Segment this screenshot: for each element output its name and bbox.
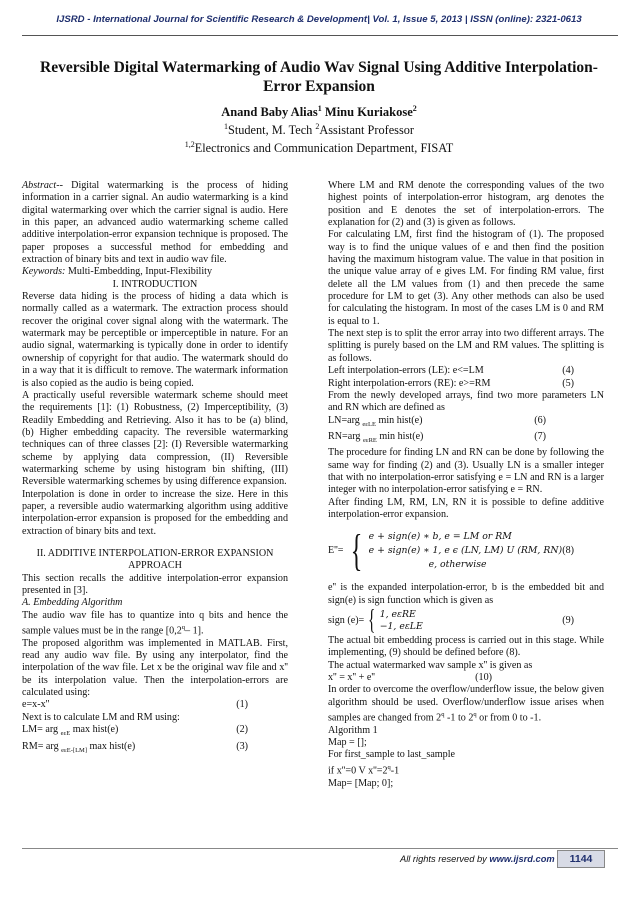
embed-para-1 <box>22 610 288 638</box>
right-para-6: After finding LM, RM, LN, RN it is possible to define additive interpolation-error expansion. <box>328 496 604 520</box>
affiliation-dept <box>0 140 638 156</box>
aff2-dept: Electronics and Communication Department, FISAT <box>194 141 454 156</box>
p10-a: In order to overcome the overflow/underflow issue, the below given algorithm should be used. Overflow/underflow issue arises when samples are changed from 2 <box>328 684 604 724</box>
algorithm-title: Algorithm 1 <box>328 724 378 736</box>
aff2-sup: 1,2 <box>184 140 195 149</box>
eq1-body: e=x-x'' <box>22 699 50 711</box>
eq9-case-2: −1, eεLE <box>379 621 423 632</box>
eq3-rhs: max hist(e) <box>87 740 136 752</box>
equation-6 <box>328 415 604 431</box>
p10-sup-2: q <box>473 711 477 719</box>
eq5-body: Right interpolation-errors (RE): e>=RM <box>328 377 491 389</box>
equation-1 <box>22 699 288 711</box>
right-para-9: The actual watermarked wav sample x'' is given as <box>328 659 533 671</box>
equation-10 <box>328 672 604 684</box>
header-divider <box>22 35 618 36</box>
eq3-number: (3) <box>236 740 248 752</box>
eq2-rhs: max hist(e) <box>70 724 119 736</box>
embed-para-1-a: The audio wav file has to quantize into q bits and hence the sample values must be in the range [0,2 <box>22 609 288 637</box>
eq3-lhs: RM= arg <box>22 740 62 752</box>
eq10-number: (10) <box>475 672 492 684</box>
section-2-text: This section recalls the additive interpolation-error expansion presented in [3]. <box>22 572 288 596</box>
abstract <box>22 180 288 266</box>
eq9-brace: { <box>368 605 376 636</box>
eq6-lhs: LN=arg <box>328 414 363 426</box>
eq4-body: Left interpolation-errors (LE): e<=LM <box>328 365 484 377</box>
equation-5 <box>328 378 604 390</box>
eq9-cases <box>380 609 423 633</box>
equation-9 <box>328 605 604 636</box>
eq7-lhs: RN=arg <box>328 430 363 442</box>
author-2: Minu Kuriakose <box>321 105 413 120</box>
intro-para-3: Interpolation is done in order to increase the size. Here in this paper, a reversible audio watermarking algorithm using additive interpolation-error expansion is proposed for the embedding and extraction of binary bits and text. <box>22 488 288 537</box>
author-2-sup: 2 <box>412 104 417 113</box>
abstract-dash: -- <box>56 180 72 191</box>
eq10-body: x'' = x'' + e'' <box>328 672 375 684</box>
eq6-rhs: min hist(e) <box>375 414 423 426</box>
eq8-case-1: e + sign(e) ∗ b, e = LM or RM <box>368 531 512 543</box>
section-1-heading: I. INTRODUCTION <box>112 278 198 290</box>
author-1-sup: 1 <box>317 104 322 113</box>
equation-4 <box>328 365 604 377</box>
right-para-10 <box>328 684 604 724</box>
algorithm-line-1: Map = []; <box>328 737 367 749</box>
eq4-number: (4) <box>562 365 574 377</box>
algorithm-line-4: Map= [Map; 0]; <box>328 777 394 789</box>
left-column <box>22 180 288 757</box>
abstract-label: Abstract <box>22 180 57 191</box>
eq8-case-2: e + sign(e) ∗ 1, e ϵ (LN, LM) U (RM, RN) <box>368 545 563 557</box>
footer-site-link[interactable]: www.ijsrd.com <box>489 854 555 864</box>
eq8-lhs: E''= <box>328 545 344 557</box>
footer-divider <box>22 848 618 849</box>
right-para-3: The next step is to split the error array into two different arrays. The splitting is purely based on the LM and RM values. The splitting is as follows. <box>328 328 604 364</box>
equation-2 <box>22 724 288 740</box>
eq7-sub: eεRE <box>362 436 377 444</box>
author-1: Anand Baby Alias <box>221 105 318 120</box>
algorithm-line-3 <box>328 762 604 778</box>
right-para-1: Where LM and RM denote the corresponding values of the two highest points of interpolation-error histogram, arg denotes the position and E denotes the set of interpolation-errors. The explanation for (2) and (3) is given as follows. <box>328 180 604 229</box>
eq9-number: (9) <box>562 614 574 626</box>
embed-para-1-b: – 1]. <box>185 625 204 637</box>
p10-sup-1: q <box>441 711 445 719</box>
right-para-4: From the newly developed arrays, find two more parameters LN and RN which are defined as <box>328 389 604 414</box>
page-number: 1144 <box>557 850 605 868</box>
eq6-sub: eεLE <box>362 420 376 428</box>
right-para-2: For calculating LM, first find the histogram of (1). The proposed way is to find the unique values of e and then find the position having the maximum histogram value. The value in that position in the unique value array of e gives LM. For finding RM value, first delete all the LM values from (1) and then precede the same procedure for LM to get (3). Any other methods can also be used for calculating the histogram. In most of the cases LM is 0 and RM is equal to 1. <box>328 229 604 327</box>
equation-7 <box>328 431 604 447</box>
alg3-b: -1 <box>390 765 400 777</box>
running-header: IJSRD - International Journal for Scientific Research & Development| Vol. 1, Issue 5, 2013 | ISSN (online): 2321-0613 <box>56 14 582 25</box>
eq8-number: (8) <box>562 545 574 557</box>
eq7-number: (7) <box>534 430 546 442</box>
paper-title: Reversible Digital Watermarking of Audio Wav Signal Using Additive Interpolation-Error Expansion <box>40 59 598 95</box>
section-2-heading: II. ADDITIVE INTERPOLATION-ERROR EXPANSION APPROACH <box>36 547 274 572</box>
algorithm-line-2: For first_sample to last_sample <box>328 749 455 761</box>
eq5-number: (5) <box>562 377 574 389</box>
alg3-sup: q <box>387 763 391 771</box>
eq2-number: (2) <box>236 724 248 736</box>
right-para-5: The procedure for finding LN and RN can be done by following the same way for finding (2) and (3). Usually LN is a smaller integer that with no interpolation-error satisfying e = LN and RN is a larger integer with no interpolation-error satisfying e = RN. <box>328 447 604 496</box>
eq8-brace: { <box>350 526 362 576</box>
right-para-7: e'' is the expanded interpolation-error, b is the embedded bit and sign(e) is sign function which is given as <box>328 582 604 606</box>
equation-8 <box>328 526 604 576</box>
keywords-label: Keywords: <box>22 266 66 278</box>
eq2-sub: eεE <box>60 730 71 738</box>
eq1-number: (1) <box>236 699 248 711</box>
p10-c: or from 0 to -1. <box>476 712 542 724</box>
footer-rights-text: All rights reserved by <box>400 854 490 864</box>
subsection-a-heading: A. Embedding Algorithm <box>22 597 123 609</box>
eq6-number: (6) <box>534 414 546 426</box>
eq9-case-1: 1, eεRE <box>379 609 416 620</box>
p10-b: -1 to 2 <box>444 712 474 724</box>
right-para-8: The actual bit embedding process is carried out in this stage. While implementing, (9) should be defined before (8). <box>328 635 604 659</box>
author-line <box>0 104 638 120</box>
aff1b-role: Assistant Professor <box>319 123 414 138</box>
abstract-text: Digital watermarking is the process of hiding information in a carrier signal. An audio watermarking is a kind digital watermarking over which the carrier signal is audio. Here in this paper, an advanced audio watermarking scheme called additive interpolation-error expansion technique is proposed. The paper proposes a successful method for embedding and extraction of binary bits and text in audio wav file. <box>22 180 288 266</box>
eq8-cases <box>369 530 562 572</box>
eq7-rhs: min hist(e) <box>376 430 424 442</box>
eq9-lhs: sign (e)= <box>328 614 365 626</box>
next-step-text: Next is to calculate LM and RM using: <box>22 711 180 723</box>
right-column <box>328 180 604 790</box>
keywords-text: Multi-Embedding, Input-Flexibility <box>65 266 213 278</box>
embed-para-2: The proposed algorithm was implemented in MATLAB. First, read any audio wav file. By using any interpolator, find the interpolation of the wav file. Let x be the original wav file and x'' be its interpolation value. Then the interpolation-errors are calculated using: <box>22 637 288 699</box>
aff1-role: Student, M. Tech <box>228 123 316 138</box>
footer-rights <box>400 854 555 864</box>
keywords <box>22 266 288 278</box>
eq3-sub: eεE-[LM] <box>61 746 87 754</box>
aff1b-sup: 2 <box>315 122 320 131</box>
intro-para-2: A practically useful reversible watermark scheme should meet the requirements [1]: (1) Robustness, (2) Imperceptibility, (3) Readily Embedding and Retrieving. Also it has to be (a) blind, (b) Higher embedding capacity. The reversible watermarking techniques can of three classes [2]: (I) Reversible watermarking scheme by applying data compression, (II) Reversible watermarking scheme by using histogram bin shifting, (III) Reversible watermarking schemes by using difference expansion. <box>22 389 288 488</box>
eq2-lhs: LM= arg <box>22 724 61 736</box>
aff1-sup: 1 <box>224 122 228 131</box>
embed-sup: q <box>181 624 186 632</box>
eq8-case-3: e, otherwise <box>428 559 487 571</box>
equation-3 <box>22 741 288 757</box>
alg3-a: if x''=0 V x''=2 <box>328 765 388 777</box>
affiliation-roles <box>0 122 638 138</box>
intro-para-1: Reverse data hiding is the process of hiding a data which is normally called as a watermark. The extraction process should recover the original cover signal along with the watermark. The watermark may be perceptible or imperceptible in nature. For an audio signal, watermarking is typically done in order to identify ownership of copyright for that audio. The watermark should do in a way that it is difficult to remove. The watermark information is also copied as the audio is being copied. <box>22 291 288 389</box>
